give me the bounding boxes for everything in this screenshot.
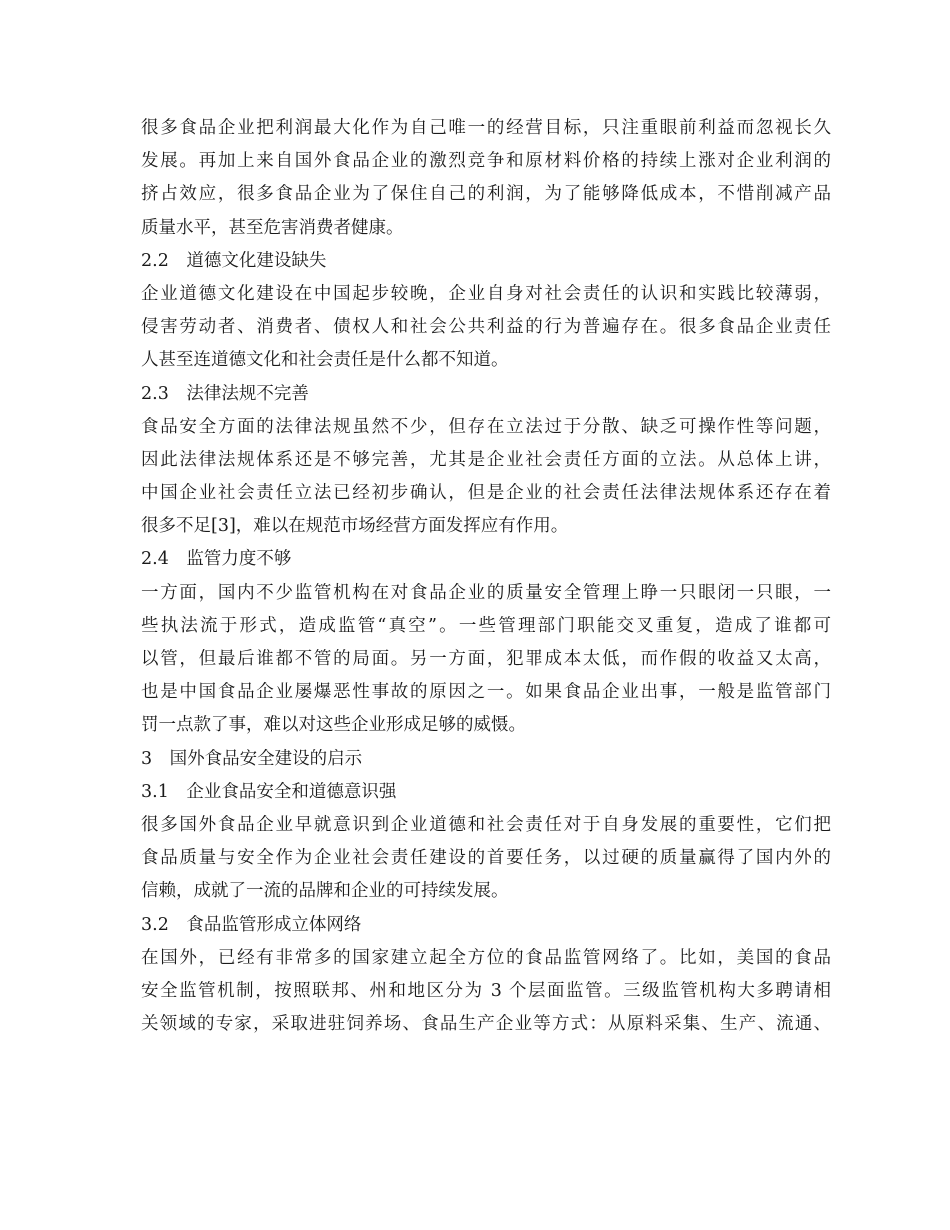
paragraph-line: 质量水平，甚至危害消费者健康。 <box>141 217 404 238</box>
paragraph-line: 因此法律法规体系还是不够完善，尤其是企业社会责任方面的立法。从总体上讲， <box>141 449 831 470</box>
section-heading: 2.3 法律法规不完善 <box>141 383 309 404</box>
document-body <box>141 112 831 1041</box>
section-heading: 2.4 监管力度不够 <box>141 549 292 570</box>
paragraph-line: 企业道德文化建设在中国起步较晚，企业自身对社会责任的认识和实践比较薄弱， <box>141 283 831 304</box>
section-heading: 3.2 食品监管形成立体网络 <box>141 914 362 935</box>
paragraph-line: 食品质量与安全作为企业社会责任建设的首要任务，以过硬的质量赢得了国内外的 <box>141 848 831 869</box>
paragraph-line: 在国外，已经有非常多的国家建立起全方位的食品监管网络了。比如，美国的食品 <box>141 947 831 968</box>
paragraph-line: 些执法流于形式，造成监管“真空”。一些管理部门职能交叉重复，造成了谁都可 <box>141 615 831 636</box>
section-heading: 2.2 道德文化建设缺失 <box>141 250 327 271</box>
paragraph-line: 侵害劳动者、消费者、债权人和社会公共利益的行为普遍存在。很多食品企业责任 <box>141 317 831 338</box>
paragraph-line: 也是中国食品企业屡爆恶性事故的原因之一。如果食品企业出事，一般是监管部门 <box>141 682 831 703</box>
paragraph-line: 安全监管机制，按照联邦、州和地区分为 3 个层面监管。三级监管机构大多聘请相 <box>141 980 831 1001</box>
paragraph-line: 很多不足[3]，难以在规范市场经营方面发挥应有作用。 <box>141 516 569 537</box>
paragraph-line: 挤占效应，很多食品企业为了保住自己的利润，为了能够降低成本，不惜削减产品 <box>141 184 831 205</box>
paragraph-line: 罚一点款了事，难以对这些企业形成足够的威慑。 <box>141 715 526 736</box>
paragraph-line: 一方面，国内不少监管机构在对食品企业的质量安全管理上睁一只眼闭一只眼，一 <box>141 582 831 603</box>
paragraph-line: 中国企业社会责任立法已经初步确认，但是企业的社会责任法律法规体系还存在着 <box>141 483 831 504</box>
paragraph-line: 人甚至连道德文化和社会责任是什么都不知道。 <box>141 350 509 371</box>
paragraph-line: 食品安全方面的法律法规虽然不少，但存在立法过于分散、缺乏可操作性等问题， <box>141 416 831 437</box>
paragraph-line: 关领域的专家，采取进驻饲养场、食品生产企业等方式：从原料采集、生产、流通、 <box>141 1014 831 1035</box>
paragraph-line: 很多食品企业把利润最大化作为自己唯一的经营目标，只注重眼前利益而忽视长久 <box>141 118 831 138</box>
paragraph-line: 信赖，成就了一流的品牌和企业的可持续发展。 <box>141 881 509 902</box>
paragraph-line: 以管，但最后谁都不管的局面。另一方面，犯罪成本太低，而作假的收益又太高， <box>141 649 831 669</box>
paragraph-line: 很多国外食品企业早就意识到企业道德和社会责任对于自身发展的重要性，它们把 <box>141 814 831 835</box>
paragraph-line: 发展。再加上来自国外食品企业的激烈竞争和原材料价格的持续上涨对企业利润的 <box>141 151 831 172</box>
section-heading: 3 国外食品安全建设的启示 <box>141 748 363 769</box>
section-heading: 3.1 企业食品安全和道德意识强 <box>141 781 397 802</box>
